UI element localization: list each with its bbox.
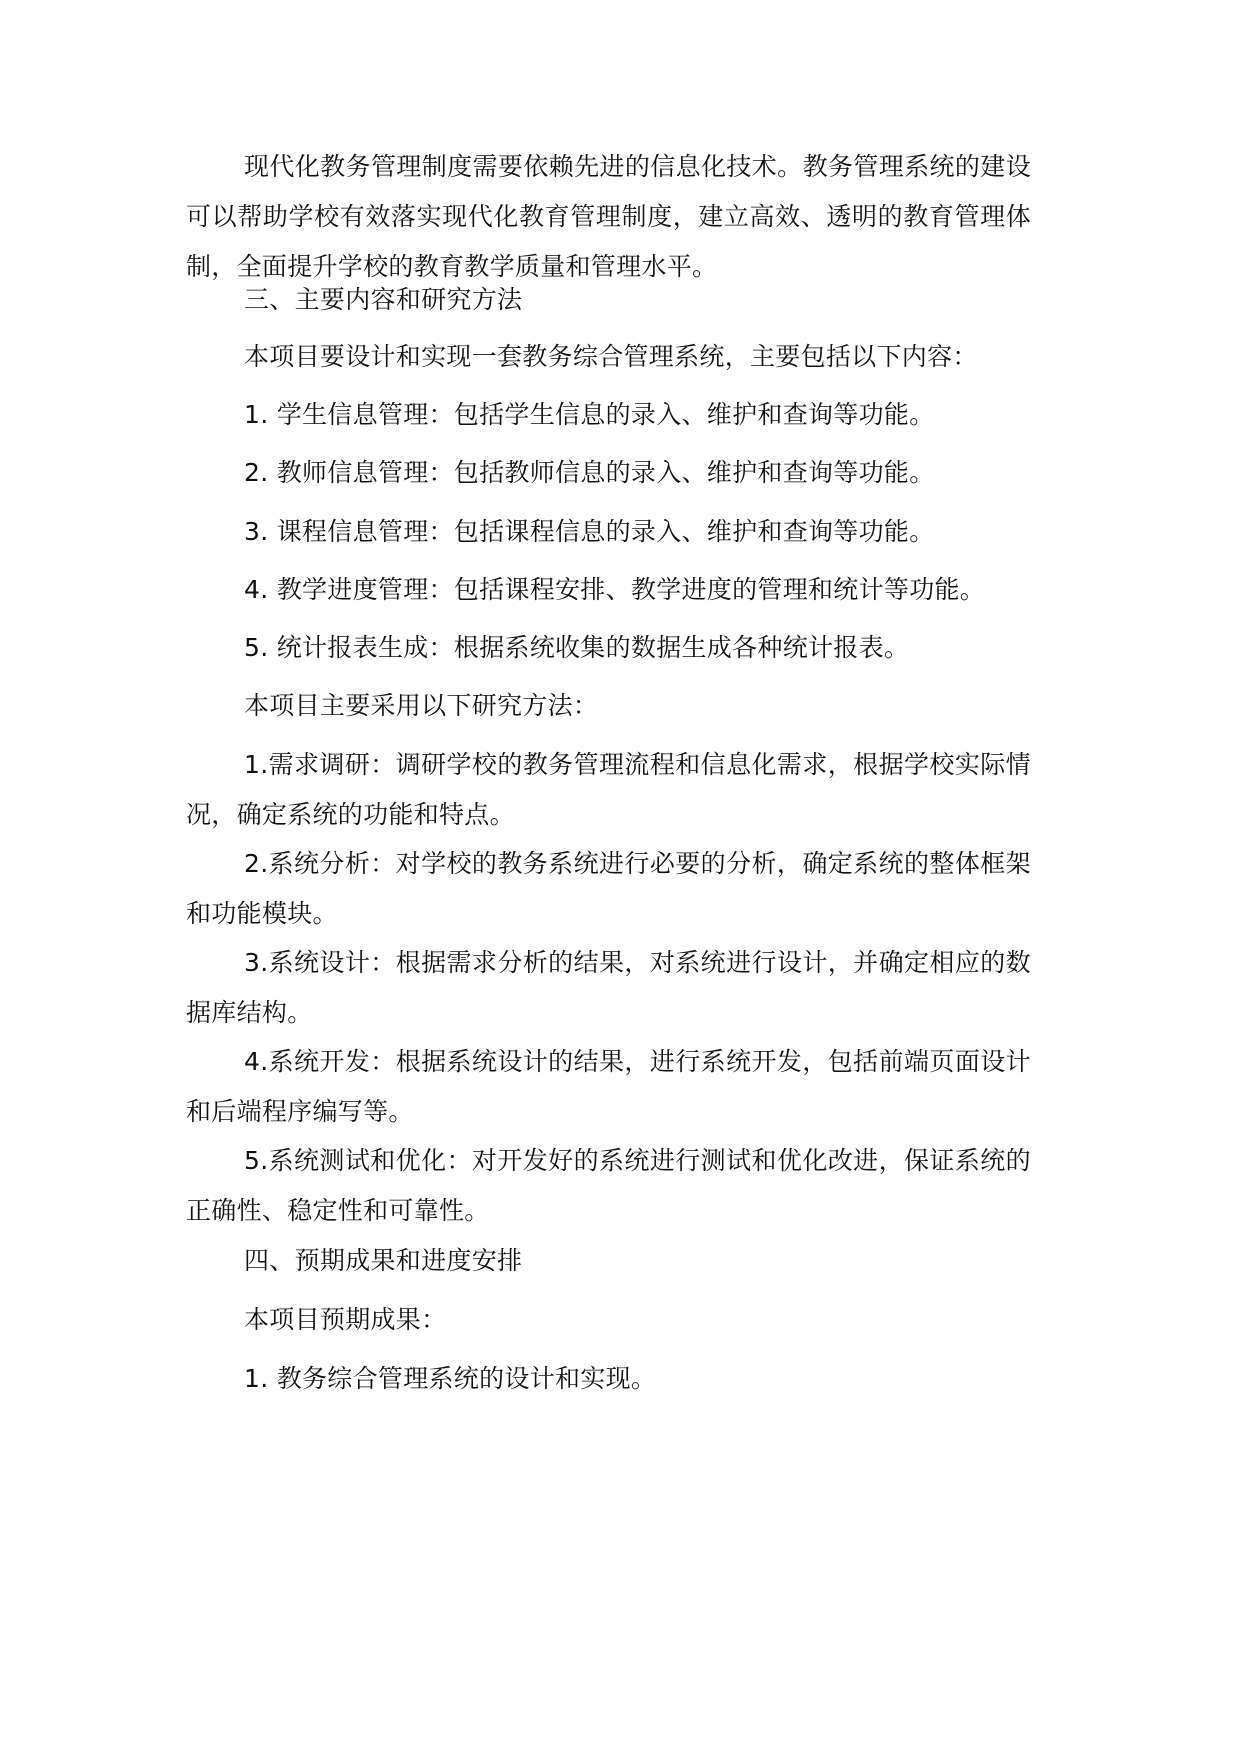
list-item-content-2: 2. 教师信息管理：包括教师信息的录入、维护和查询等功能。 — [244, 458, 935, 487]
list-item-content-3: 3. 课程信息管理：包括课程信息的录入、维护和查询等功能。 — [244, 517, 935, 546]
list-item-content-4: 4. 教学进度管理：包括课程安排、教学进度的管理和统计等功能。 — [244, 575, 986, 604]
list-item-content-1: 1. 学生信息管理：包括学生信息的录入、维护和查询等功能。 — [244, 400, 935, 429]
list-item-method-4: 4.系统开发：根据系统设计的结果，进行系统开发，包括前端页面设计和后端程序编写等。 — [186, 1047, 1031, 1126]
section-heading-4: 四、预期成果和进度安排 — [244, 1246, 523, 1275]
list-item-method-5: 5.系统测试和优化：对开发好的系统进行测试和优化改进，保证系统的正确性、稳定性和可靠性。 — [186, 1146, 1031, 1225]
paragraph-methods-intro: 本项目主要采用以下研究方法： — [244, 691, 599, 720]
paragraph-content-intro: 本项目要设计和实现一套教务综合管理系统，主要包括以下内容： — [244, 342, 978, 371]
list-item-content-5: 5. 统计报表生成：根据系统收集的数据生成各种统计报表。 — [244, 633, 910, 662]
paragraph-intro: 现代化教务管理制度需要依赖先进的信息化技术。教务管理系统的建设可以帮助学校有效落实现代化教育管理制度，建立高效、透明的教育管理体制，全面提升学校的教育教学质量和管理水平。 — [186, 152, 1031, 281]
list-item-outcome-1: 1. 教务综合管理系统的设计和实现。 — [244, 1364, 657, 1393]
paragraph-outcomes-intro: 本项目预期成果： — [244, 1305, 447, 1334]
section-heading-3: 三、主要内容和研究方法 — [244, 285, 523, 314]
list-item-method-1: 1.需求调研：调研学校的教务管理流程和信息化需求，根据学校实际情况，确定系统的功能和特点。 — [186, 750, 1031, 829]
list-item-method-2: 2.系统分析：对学校的教务系统进行必要的分析，确定系统的整体框架和功能模块。 — [186, 849, 1031, 928]
list-item-method-3: 3.系统设计：根据需求分析的结果，对系统进行设计，并确定相应的数据库结构。 — [186, 948, 1031, 1027]
